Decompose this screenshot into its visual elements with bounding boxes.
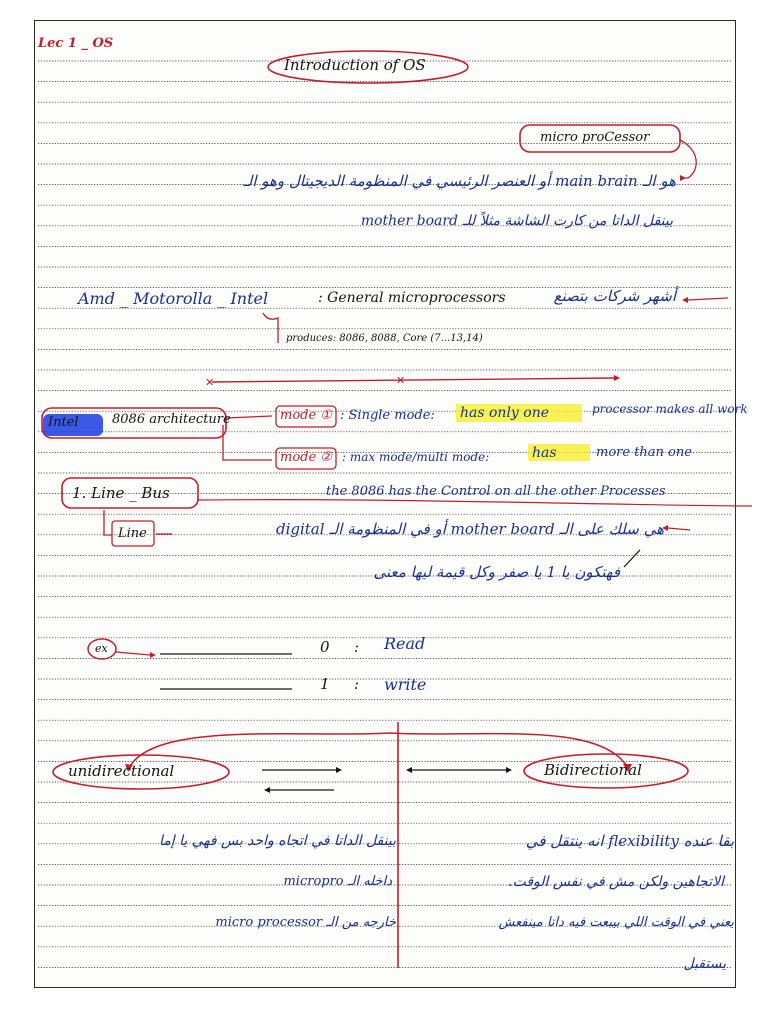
mode2-highlighted-text: has: [532, 445, 557, 461]
read-sep: :: [354, 638, 360, 656]
read-value: 0: [320, 638, 330, 656]
mode1-label: mode ①: [280, 408, 332, 423]
line-bus-title: 1. Line _ Bus: [72, 484, 170, 502]
architecture-label: 8086 architecture: [112, 412, 231, 427]
corner-label: Lec 1 _ OS: [38, 36, 114, 51]
bi-line-1: بقا عنده flexibility انه ينتقل في: [525, 832, 734, 850]
write-meaning: write: [384, 675, 427, 694]
microprocessor-line-2: بينقل الداتا من كارت الشاشة مثلاً للـ mother board: [360, 213, 673, 229]
bi-line-4: يستقبل: [683, 956, 726, 972]
svg-text:✕: ✕: [396, 374, 406, 387]
ex-arrow: [116, 652, 150, 655]
mode2-rest: more than one: [596, 445, 692, 460]
read-meaning: Read: [384, 634, 426, 653]
section-separator: [212, 378, 614, 382]
intel-label: Intel: [48, 415, 79, 430]
mode2-label: mode ②: [280, 450, 332, 465]
companies-makers: Amd _ Motorolla _ Intel: [78, 289, 269, 308]
uni-line-2: داخله الـ micropro: [283, 874, 392, 889]
mode2-text: : max mode/multi mode:: [342, 450, 490, 464]
line-label: Line: [118, 526, 147, 541]
bidirectional-label: Bidirectional: [544, 761, 642, 779]
microprocessor-arrow: [680, 140, 696, 178]
mode1-arrow: [226, 416, 272, 418]
control-sentence: the 8086 has the Control on all the other Processes: [326, 484, 666, 499]
companies-arrow: [688, 298, 728, 300]
bi-line-2: الاتجاهين ولكن مش في نفس الوقت.: [508, 874, 724, 890]
bi-line-3: يعني في الوقت اللي بيبعت فيه داتا مينفعش: [498, 915, 734, 930]
microprocessor-line-1: هو الـ main brain أو العنصر الرئيسي في المنظومة الديجيتال وهو الـ: [243, 172, 676, 190]
write-sep: :: [354, 675, 360, 693]
uni-line-1: بينقل الداتا في اتجاه واحد بس فهي يا إما: [158, 833, 396, 849]
arrow-to-line-ar: [668, 528, 690, 530]
svg-text:✕: ✕: [205, 376, 215, 389]
companies-general: : General microprocessors: [318, 290, 506, 306]
mode1-highlighted-text: has only one: [460, 405, 550, 421]
produces-bracket: [263, 313, 278, 343]
page-title: Introduction of OS: [284, 56, 426, 74]
uni-line-3: خارجه من الـ micro processor: [215, 915, 396, 930]
unidirectional-label: unidirectional: [68, 762, 175, 780]
values-arrow: [624, 550, 640, 567]
mode2-arrow: [223, 425, 272, 460]
line-arrow: [104, 510, 112, 535]
mode1-text: : Single mode:: [340, 408, 435, 423]
mode1-rest: processor makes all work: [592, 402, 748, 416]
write-value: 1: [320, 675, 330, 693]
line-values-description: فهتكون يا 1 يا صفر وكل قيمة ليها معنى: [373, 563, 620, 581]
line-bus-underline: [198, 500, 752, 506]
ex-label: ex: [95, 642, 108, 655]
companies-arabic: أشهر شركات بتصنع: [553, 287, 676, 305]
microprocessor-heading: micro proCessor: [540, 130, 650, 145]
companies-produces: produces: 8086, 8088, Core (7...13,14): [286, 333, 483, 344]
line-description: هي سلك على الـ mother board أو في المنظومة الـ digital: [275, 520, 664, 538]
